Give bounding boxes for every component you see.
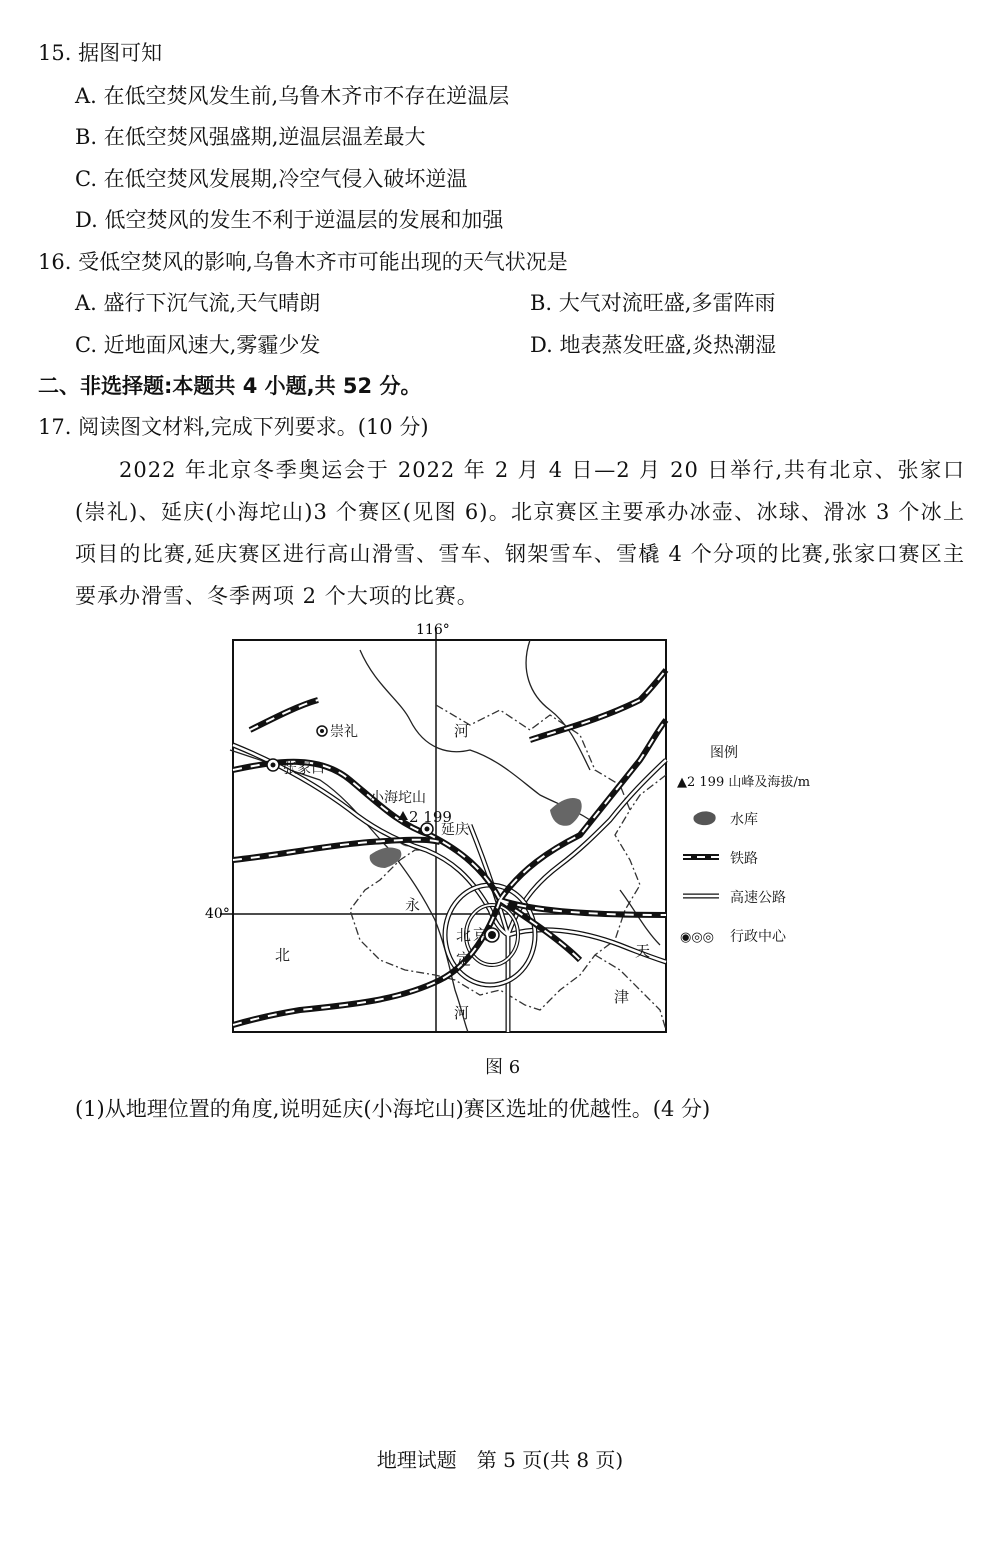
map-legend (677, 745, 810, 945)
label-bei2: 北 (275, 946, 291, 964)
legend-reservoir: 水库 (730, 812, 758, 828)
figure-6-map (200, 610, 860, 1044)
lon-label: 116° (416, 622, 450, 638)
q16-option-b: B. 大气对流旺盛,多雷阵雨 (530, 291, 776, 315)
label-yong: 永 (405, 896, 421, 914)
figure-caption: 图 6 (485, 1057, 521, 1078)
q17-passage: 2022 年北京冬季奥运会于 2022 年 2 月 4 日—2 月 20 日举行,共有北京、张家口(崇礼)、延庆(小海坨山)3 个赛区(见图 6)。北京赛区主要承办冰壶、冰球、滑冰 3 个冰上项目的比赛,延庆赛区进行高山滑雪、雪车、钢架雪车、雪橇 4 个分项的比赛,张家口赛区主要承办滑雪、冬季两项 2 个大项的比赛。 (75, 458, 965, 608)
q17-subquestion-1: (1)从地理位置的角度,说明延庆(小海坨山)赛区选址的优越性。(4 分) (75, 1097, 711, 1121)
label-he-bottom: 河 (454, 1004, 470, 1022)
q16-option-d: D. 地表蒸发旺盛,炎热潮湿 (530, 333, 777, 357)
label-yanqing: 延庆 (441, 822, 469, 838)
map-svg (200, 610, 860, 1040)
legend-expressway: 高速公路 (730, 890, 786, 906)
label-bei1: 北 (456, 926, 472, 944)
legend-railway: 铁路 (730, 851, 758, 867)
lat-label: 40° (205, 906, 230, 922)
q15-option-c: C. 在低空焚风发展期,冷空气侵入破坏逆温 (75, 167, 468, 191)
q17-stem: 17. 阅读图文材料,完成下列要求。(10 分) (38, 415, 429, 439)
q15-stem: 15. 据图可知 (38, 41, 163, 65)
label-he-top: 河 (454, 722, 470, 740)
label-zhangjiakou: 张家口 (283, 761, 325, 777)
label-chongli: 崇礼 (330, 724, 358, 740)
label-jin: 津 (614, 988, 630, 1006)
label-peak-elevation: 2 199 (409, 808, 452, 826)
legend-title: 图例 (710, 745, 738, 761)
label-ding: 定 (456, 950, 472, 968)
q15-option-d: D. 低空焚风的发生不利于逆温层的发展和加强 (75, 208, 504, 232)
legend-peak: ▲2 199 山峰及海拔/m (677, 775, 811, 790)
q15-option-a: A. 在低空焚风发生前,乌鲁木齐市不存在逆温层 (75, 84, 510, 108)
label-jing: 京 (473, 926, 489, 944)
label-xiaohaituo: 小海坨山 (370, 790, 426, 806)
q16-stem: 16. 受低空焚风的影响,乌鲁木齐市可能出现的天气状况是 (38, 250, 568, 274)
legend-admin: 行政中心 (730, 929, 786, 945)
q16-option-c: C. 近地面风速大,雾霾少发 (75, 333, 321, 357)
legend-admin-icons: ◉◎◎ (680, 930, 715, 945)
legend-reservoir-icon (693, 811, 715, 825)
section-2-heading: 二、非选择题:本题共 4 小题,共 52 分。 (38, 374, 422, 398)
label-tian: 天 (635, 942, 651, 960)
q16-option-a: A. 盛行下沉气流,天气晴朗 (75, 291, 321, 315)
q15-option-b: B. 在低空焚风强盛期,逆温层温差最大 (75, 125, 426, 149)
page-footer: 地理试题 第 5 页(共 8 页) (376, 1448, 624, 1472)
